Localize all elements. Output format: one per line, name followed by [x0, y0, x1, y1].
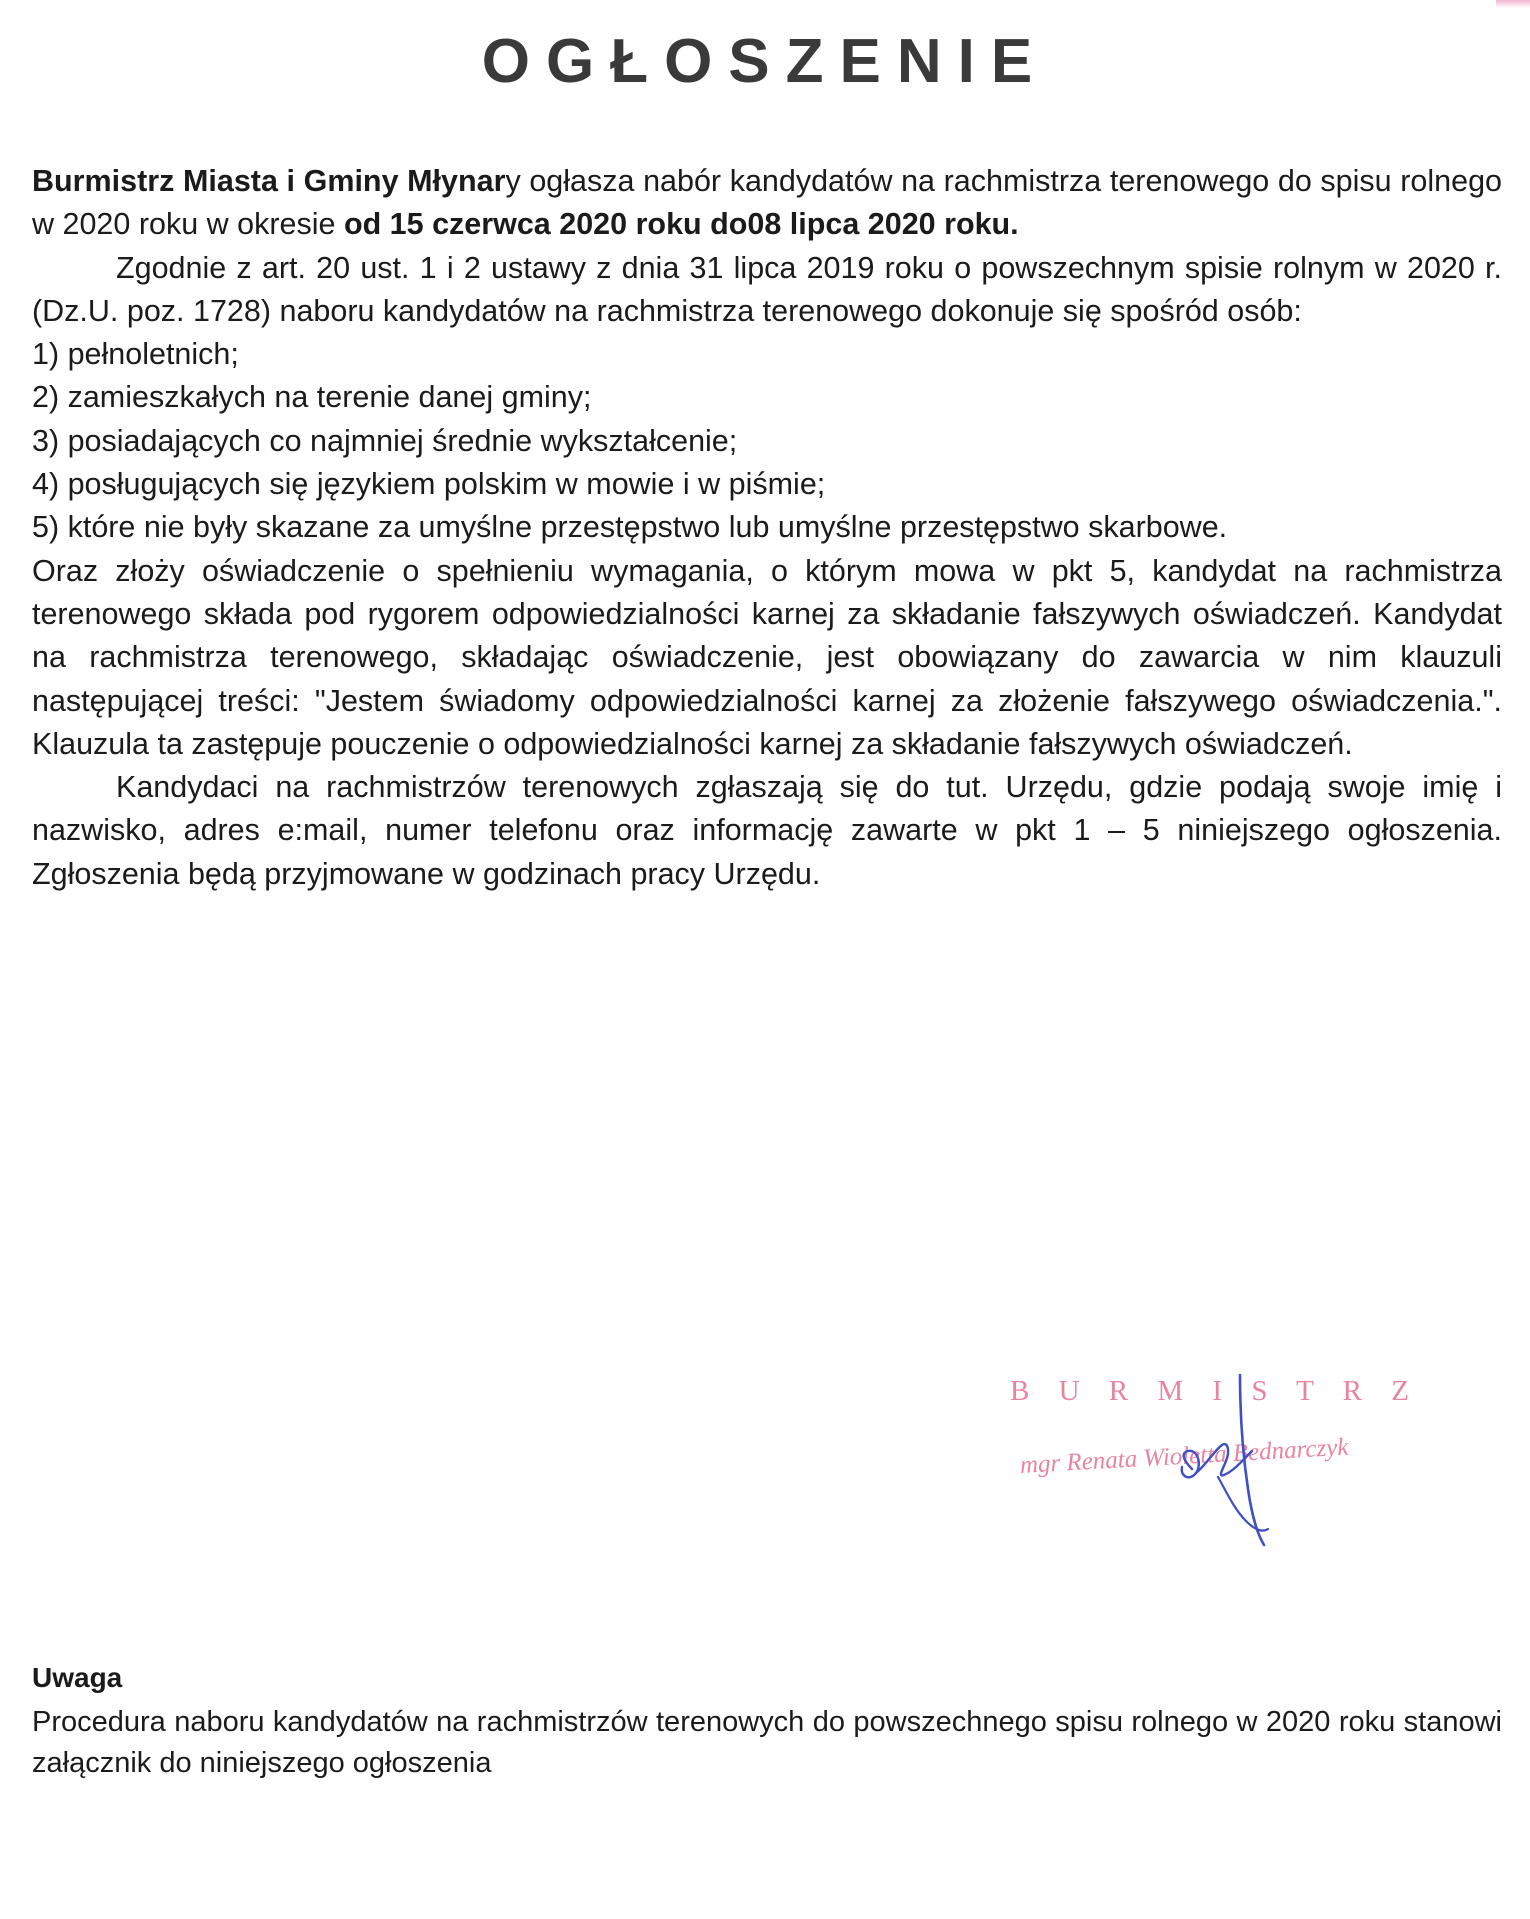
intro-bold-lead: Burmistrz Miasta i Gminy Młynar	[32, 164, 506, 198]
note-section	[32, 1662, 1502, 1784]
note-heading: Uwaga	[32, 1662, 123, 1693]
paragraph-application: Kandydaci na rachmistrzów terenowych zgłaszają się do tut. Urzędu, gdzie podają swoje imię i nazwisko, adres e:mail, numer telefonu oraz informację zawarte w pkt 1 – 5 niniejszego ogłoszenia. Zgłoszenia będą przyjmowane w godzinach pracy Urzędu.	[32, 770, 1502, 891]
paragraph-intro	[32, 160, 1502, 247]
requirement-item-5: 5) które nie były skazane za umyślne przestępstwo lub umyślne przestępstwo skarbowe.	[32, 510, 1228, 545]
signature-name: mgr Renata Wioletta Bednarczyk	[1019, 1433, 1350, 1479]
signature-role: B U R M I S T R Z	[1010, 1375, 1420, 1407]
paragraph-legal-basis: Zgodnie z art. 20 ust. 1 i 2 ustawy z dnia 31 lipca 2019 roku o powszechnym spisie rolnym w 2020 r. (Dz.U. poz. 1728) naboru kandydatów na rachmistrza terenowego dokonuje się spośród osób:	[32, 250, 1502, 328]
scan-edge-artifact	[1496, 0, 1530, 8]
paragraph-declaration: Oraz złoży oświadczenie o spełnieniu wymagania, o którym mowa w pkt 5, kandydat na rachmistrza terenowego składa pod rygorem odpowiedzialności karnej za składanie fałszywych oświadczeń. Kandydat na rachmistrza terenowego, składając oświadczenie, jest obowiązany do zawarcia w nim klauzuli następującej treści: "Jestem świadomy odpowiedzialności karnej za złożenie fałszywego oświadczenia.". Klauzula ta zastępuje pouczenie o odpowiedzialności karnej za składanie fałszywych oświadczeń.	[32, 553, 1502, 761]
requirement-item-2: 2) zamieszkałych na terenie danej gminy;	[32, 380, 592, 415]
signature-block	[1010, 1375, 1440, 1555]
requirement-item-4: 4) posługujących się językiem polskim w mowie i w piśmie;	[32, 467, 826, 502]
note-text: Procedura naboru kandydatów na rachmistrzów terenowych do powszechnego spisu rolnego w 2020 roku stanowi załącznik do niniejszego ogłoszenia	[32, 1706, 1502, 1780]
requirement-item-1: 1) pełnoletnich;	[32, 337, 239, 372]
document-body	[32, 160, 1502, 896]
requirement-item-3: 3) posiadających co najmniej średnie wykształcenie;	[32, 423, 738, 458]
page-title: OGŁOSZENIE	[481, 27, 1049, 96]
intro-rest: y ogłasza nabór kandydatów na rachmistrza terenowego do spisu rolnego w 2020 roku w okresie	[32, 164, 1502, 242]
intro-bold-dates: od 15 czerwca 2020 roku do08 lipca 2020 roku.	[343, 207, 1019, 242]
